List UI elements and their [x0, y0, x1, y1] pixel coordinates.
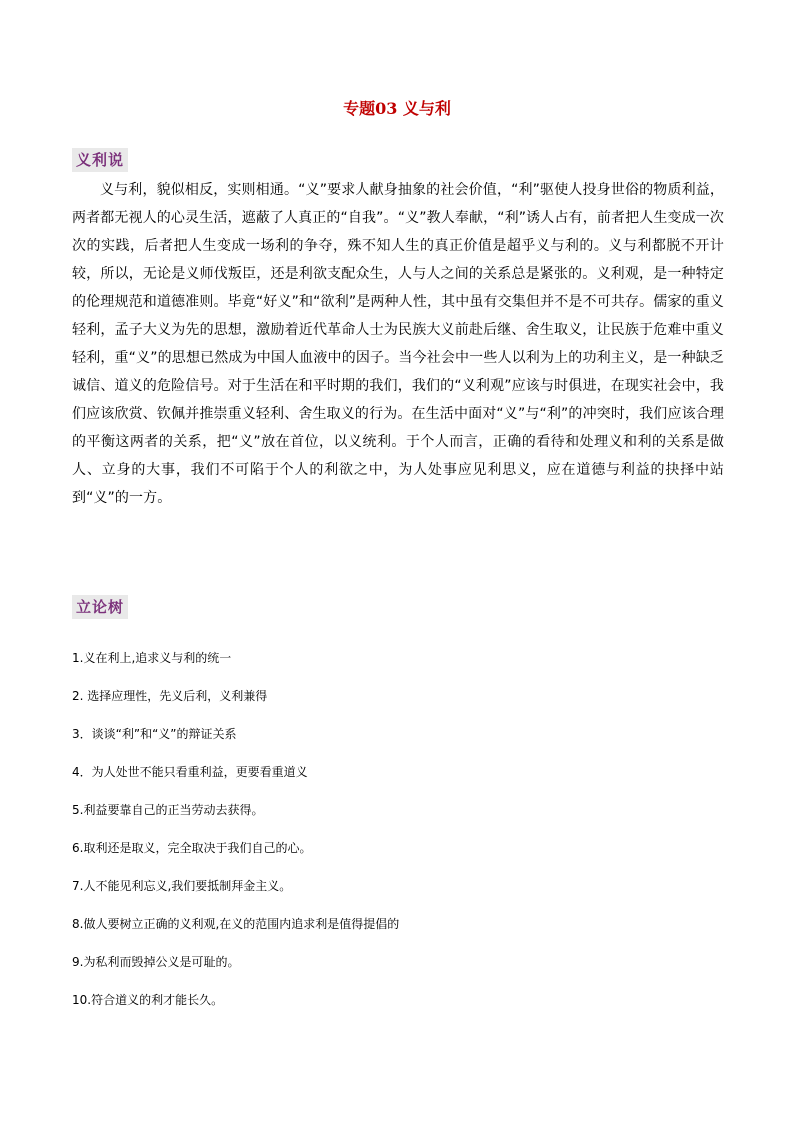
- page-title: 专题03 义与利: [343, 99, 451, 118]
- section-heading-yilishuo: 义利说: [72, 148, 128, 172]
- argument-list: [72, 645, 724, 1025]
- list-item: 7.人不能见利忘义,我们要抵制拜金主义。: [72, 879, 292, 893]
- list-item: 5.利益要靠自己的正当劳动去获得。: [72, 803, 264, 817]
- list-item: 3．谈谈“利”和“义”的辩证关系: [72, 727, 237, 741]
- list-item: 9.为私利而毁掉公义是可耻的。: [72, 955, 240, 969]
- section-heading-lilunshu: 立论树: [72, 595, 128, 619]
- list-item: 2. 选择应理性，先义后利，义利兼得: [72, 689, 268, 703]
- list-item: 10.符合道义的利才能长久。: [72, 993, 224, 1007]
- list-item: 4．为人处世不能只看重利益，更要看重道义: [72, 765, 308, 779]
- list-item: 6.取利还是取义，完全取决于我们自己的心。: [72, 841, 312, 855]
- essay-paragraph: 义与利，貌似相反，实则相通。“义”要求人献身抽象的社会价值，“利”驱使人投身世俗的物质利益，两者都无视人的心灵生活，遮蔽了人真正的“自我”。“义”教人奉献，“利”诱人占有，前者把人生变成一次次的实践，后者把人生变成一场利的争夺，殊不知人生的真正价值是超乎义与利的。义与利都脱不开计较，所以，无论是义师伐叛臣，还是利欲支配众生，人与人之间的关系总是紧张的。义利观，是一种特定的伦理规范和道德准则。毕竟“好义”和“欲利”是两种人性，其中虽有交集但并不是不可共存。儒家的重义轻利，孟子大义为先的思想，激励着近代革命人士为民族大义前赴后继、舍生取义，让民族于危难中重义轻利，重“义”的思想已然成为中国人血液中的因子。当今社会中一些人以利为上的功利主义，是一种缺乏诚信、道义的危险信号。对于生活在和平时期的我们，我们的“义利观”应该与时俱进，在现实社会中，我们应该欣赏、钦佩并推崇重义轻利、舍生取义的行为。在生活中面对“义”与“利”的冲突时，我们应该合理的平衡这两者的关系，把“义”放在首位，以义统利。于个人而言，正确的看待和处理义和利的关系是做人、立身的大事，我们不可陷于个人的利欲之中，为人处事应见利思义，应在道德与利益的抉择中站到“义”的一方。: [72, 182, 724, 506]
- list-item: 1.义在利上,追求义与利的统一: [72, 651, 232, 665]
- list-item: 8.做人要树立正确的义利观,在义的范围内追求利是值得提倡的: [72, 917, 400, 931]
